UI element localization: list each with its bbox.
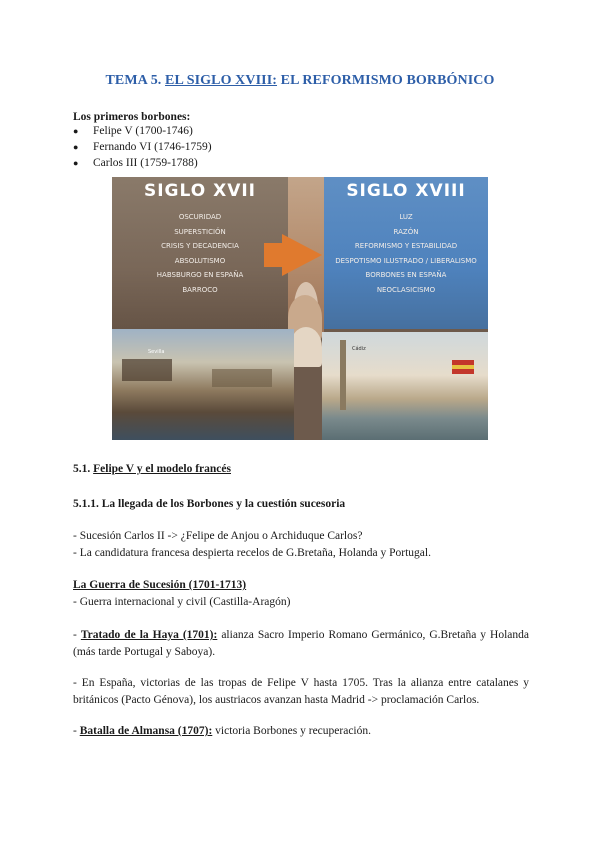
comparison-banner-image [112, 177, 488, 440]
title-rest: EL REFORMISMO BORBÓNICO [280, 73, 495, 88]
cadiz-painting [322, 332, 488, 440]
arrow-right-icon [282, 234, 322, 276]
ship-icon [122, 359, 172, 381]
panel-item: NEOCLASICISMO [376, 285, 436, 294]
panel-item: RAZÓN [393, 227, 419, 236]
title-underlined: EL SIGLO XVIII: [165, 73, 278, 88]
flag-stripe [452, 365, 474, 369]
city-label: Cádiz [352, 346, 366, 352]
panel-item: CRISIS Y DECADENCIA [161, 242, 239, 251]
haya-text: alianza Sacro Imperio Romano Germánico, G.Bretaña y Holanda (más tarde Portugal y Saboya). [73, 629, 529, 658]
panel-item: HABSBURGO EN ESPAÑA [156, 271, 244, 280]
portrait [290, 327, 322, 367]
city-label: Sevilla [148, 349, 165, 355]
guerra-heading: La Guerra de Sucesión (1701-1713) [73, 579, 247, 591]
list-item: ● Carlos III (1759-1788) [73, 155, 212, 171]
dash: - [73, 629, 81, 641]
ship-icon [212, 369, 272, 387]
panel-item: LUZ [399, 213, 413, 221]
panel-item: SUPERSTICIÓN [174, 227, 226, 236]
panel-item: DESPOTISMO ILUSTRADO / LIBERALISMO [335, 256, 477, 265]
almansa-paragraph [73, 723, 529, 740]
siglo-xvii-items [112, 210, 288, 298]
siglo-xvii-panel [112, 177, 288, 332]
haya-title: Tratado de la Haya (1701): [80, 629, 218, 641]
column-icon [340, 340, 346, 410]
primeros-list [73, 123, 212, 171]
list-item: ● Felipe V (1700-1746) [73, 123, 212, 139]
section-5-1-1-heading: 5.1.1. La llegada de los Borbones y la cuestión sucesoria [73, 498, 346, 510]
almansa-title: Batalla de Almansa (1707): [79, 725, 213, 737]
haya-paragraph [73, 627, 529, 661]
panel-item: BORBONES EN ESPAÑA [365, 271, 447, 280]
siglo-xviii-heading: SIGLO XVIII [346, 181, 466, 201]
paragraph-line: - Sucesión Carlos II -> ¿Felipe de Anjou o Archiduque Carlos? [73, 530, 363, 542]
document-title [0, 73, 600, 89]
almansa-text: victoria Borbones y recuperación. [212, 725, 372, 737]
panel-item: BARROCO [182, 285, 218, 294]
siglo-xviii-panel [324, 177, 488, 329]
dash: - [73, 725, 80, 737]
section-number: 5.1. [73, 463, 91, 475]
section-title: Felipe V y el modelo francés [93, 463, 231, 475]
paragraph-line: - La candidatura francesa despierta recelos de G.Bretaña, Holanda y Portugal. [73, 547, 431, 559]
panel-item: OSCURIDAD [178, 213, 222, 221]
siglo-xviii-items [324, 210, 488, 298]
section-5-1-heading [73, 462, 231, 476]
paragraph-line: - Guerra internacional y civil (Castilla-Aragón) [73, 596, 291, 608]
panel-item: ABSOLUTISMO [174, 256, 226, 265]
primeros-heading: Los primeros borbones: [73, 111, 191, 123]
sevilla-painting [112, 329, 294, 440]
title-prefix: TEMA 5. [105, 73, 162, 88]
list-item: ● Fernando VI (1746-1759) [73, 139, 212, 155]
siglo-xvii-heading: SIGLO XVII [143, 181, 257, 201]
espana-paragraph: - En España, victorias de las tropas de Felipe V hasta 1705. Tras la alianza entre catalanes y británicos (Pacto Génova), los austriacos avanzan hasta Madrid -> proclamación Carlos. [73, 677, 529, 706]
panel-item: REFORMISMO Y ESTABILIDAD [354, 242, 458, 251]
